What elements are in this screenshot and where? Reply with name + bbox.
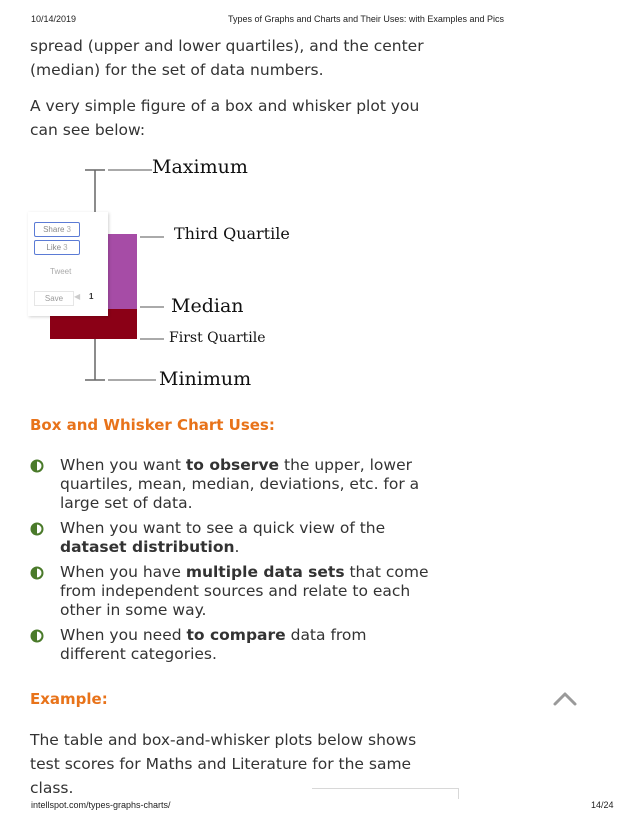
share-count: 3 [66,225,71,234]
uses-list [30,456,430,670]
label-maximum: Maximum [152,156,248,178]
table-top-edge [312,788,459,799]
list-item-text-pre: When you want to see a quick view of the [60,519,386,537]
print-date: 10/14/2019 [31,14,77,24]
half-circle-bullet-icon [30,522,44,536]
list-item [30,456,430,513]
list-item-text-post: . [234,538,240,556]
list-item-text-post: data from different categories. [60,626,367,663]
half-circle-bullet-icon [30,629,44,643]
list-item-text-bold: multiple data sets [185,563,345,581]
scroll-to-top-chevron-icon[interactable] [552,688,578,708]
print-title: Types of Graphs and Charts and Their Uses: with Examples and Pics [228,14,504,24]
list-item [30,626,430,664]
list-item-text-pre: When you have [60,563,186,581]
like-label: Like [46,243,62,252]
list-item-text-post: that come from independent sources and relate to each other in some way. [60,563,429,619]
label-first-quartile: First Quartile [169,330,266,346]
list-item [30,519,430,557]
label-minimum: Minimum [159,368,252,390]
list-item [30,563,430,620]
example-heading: Example: [30,690,108,708]
save-count: 1 [89,292,94,301]
list-item-text-bold: dataset distribution [60,538,235,556]
list-item-text-bold: to compare [186,626,286,644]
print-url: intellspot.com/types-graphs-charts/ [31,800,171,810]
list-item-text-pre: When you want [60,456,186,474]
share-label: Share [43,225,65,234]
example-paragraph: The table and box-and-whisker plots below shows test scores for Maths and Literature for the same class. [30,731,417,797]
label-third-quartile: Third Quartile [174,224,290,243]
intro-paragraph-2: A very simple figure of a box and whisker plot you can see below: [30,97,420,139]
save-button[interactable]: Save [34,291,74,306]
list-item-text-bold: to observe [185,456,280,474]
label-median: Median [171,295,244,317]
list-item-text-post: the upper, lower quartiles, mean, median, deviations, etc. for a large set of data. [60,456,420,512]
list-item-text-pre: When you need [60,626,187,644]
share-button[interactable] [34,222,80,237]
save-count-arrow-icon: ◀ [74,292,81,301]
tweet-button[interactable]: Tweet [50,267,72,276]
social-share-panel [28,212,108,316]
half-circle-bullet-icon [30,459,44,473]
half-circle-bullet-icon [30,566,44,580]
like-button[interactable] [34,240,80,255]
like-count: 3 [63,243,68,252]
intro-paragraph-1: spread (upper and lower quartiles), and the center (median) for the set of data numbers. [30,37,424,79]
uses-heading: Box and Whisker Chart Uses: [30,416,275,434]
print-page-number: 14/24 [591,800,614,810]
